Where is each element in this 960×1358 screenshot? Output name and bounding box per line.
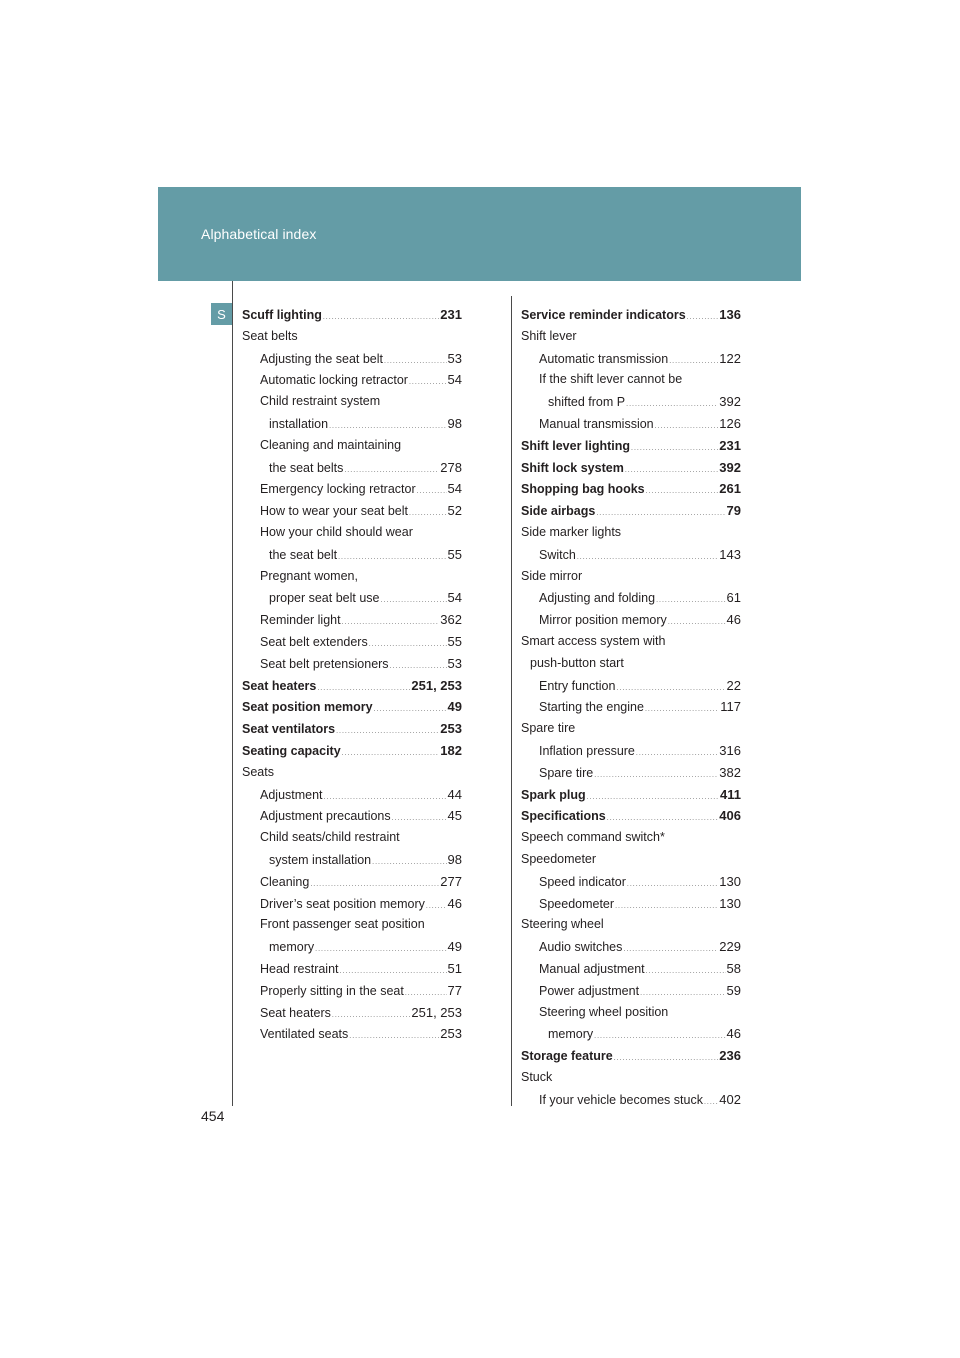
index-entry-page: 51 bbox=[447, 960, 462, 976]
index-entry bbox=[242, 391, 462, 413]
index-entry-label: Seat heaters bbox=[242, 678, 317, 693]
leader-dots bbox=[656, 590, 725, 612]
index-entry-label: Inflation pressure bbox=[539, 743, 635, 758]
leader-dots bbox=[668, 612, 726, 634]
left-margin-rule bbox=[232, 281, 233, 1106]
index-entry-label: Adjusting and folding bbox=[539, 591, 656, 606]
leader-dots bbox=[614, 1048, 719, 1070]
index-entry bbox=[242, 893, 462, 915]
leader-dots bbox=[577, 547, 718, 569]
index-entry bbox=[521, 958, 741, 980]
index-entry bbox=[242, 631, 462, 653]
leader-dots bbox=[369, 634, 447, 656]
index-entry-label: Seat position memory bbox=[242, 700, 373, 715]
index-entry bbox=[521, 500, 741, 522]
index-entry-label: Seat ventilators bbox=[242, 722, 336, 737]
leader-dots bbox=[655, 416, 719, 438]
index-entry-label: memory bbox=[548, 1027, 594, 1042]
leader-dots bbox=[625, 460, 718, 482]
index-entry-page: 143 bbox=[719, 546, 741, 562]
index-entry-label: Front passenger seat position bbox=[260, 917, 425, 932]
leader-dots bbox=[323, 307, 439, 329]
index-entry-label: Shift lever bbox=[521, 328, 577, 343]
index-entry-label: Seat heaters bbox=[260, 1005, 331, 1020]
index-entry-label: If the shift lever cannot be bbox=[539, 372, 683, 387]
index-entry-label: Automatic transmission bbox=[539, 351, 669, 366]
index-entry-label: Mirror position memory bbox=[539, 613, 667, 628]
index-entry bbox=[521, 435, 741, 457]
leader-dots bbox=[623, 939, 718, 961]
index-entry bbox=[242, 435, 462, 457]
index-entry-label: Switch bbox=[539, 547, 576, 562]
index-entry-label: Storage feature bbox=[521, 1049, 613, 1064]
index-entry bbox=[242, 348, 462, 370]
index-entry-page: 54 bbox=[447, 372, 462, 388]
index-entry bbox=[521, 413, 741, 435]
index-entry-label: Side airbags bbox=[521, 504, 596, 519]
index-entry-label: Child seats/child restraint bbox=[260, 830, 400, 845]
index-entry bbox=[521, 304, 741, 326]
index-entry-page: 58 bbox=[726, 960, 741, 976]
index-entry-page: 45 bbox=[447, 808, 462, 824]
index-entry-page: 98 bbox=[447, 415, 462, 431]
index-entry bbox=[521, 871, 741, 893]
index-entry bbox=[521, 631, 741, 653]
leader-dots bbox=[631, 438, 718, 460]
index-entry-label: Shift lock system bbox=[521, 460, 624, 475]
leader-dots bbox=[687, 307, 719, 329]
index-entry-label: Driver’s seat position memory bbox=[260, 896, 425, 911]
leader-dots bbox=[645, 699, 719, 721]
index-entry-page: 130 bbox=[719, 895, 741, 911]
index-entry-label: Ventilated seats bbox=[260, 1027, 349, 1042]
index-entry-label: Seat belts bbox=[242, 328, 298, 343]
index-entry-label: Side marker lights bbox=[521, 524, 622, 539]
index-entry-label: Steering wheel bbox=[521, 917, 604, 932]
index-entry-label: Cleaning and maintaining bbox=[260, 437, 402, 452]
index-entry-label: Side mirror bbox=[521, 568, 583, 583]
index-entry bbox=[242, 478, 462, 500]
index-entry bbox=[521, 522, 741, 544]
index-entry-label: Manual adjustment bbox=[539, 961, 645, 976]
leader-dots bbox=[409, 372, 447, 394]
leader-dots bbox=[315, 939, 446, 961]
index-entry-label: Smart access system with bbox=[521, 633, 666, 648]
header-band bbox=[158, 187, 801, 281]
index-entry-label: system installation bbox=[269, 852, 372, 867]
index-entry-page: 117 bbox=[720, 699, 741, 715]
index-entry-page: 122 bbox=[719, 350, 741, 366]
index-entry-page: 49 bbox=[447, 699, 462, 715]
index-entry-label: Seating capacity bbox=[242, 743, 341, 758]
index-entry-page: 59 bbox=[726, 982, 741, 998]
leader-dots bbox=[626, 394, 718, 416]
index-entry-page: 402 bbox=[719, 1091, 741, 1107]
index-entry-label: Speech command switch* bbox=[521, 830, 665, 845]
leader-dots bbox=[417, 481, 447, 503]
leader-dots bbox=[374, 699, 447, 721]
leader-dots bbox=[392, 808, 447, 830]
index-entry-label: Power adjustment bbox=[539, 983, 640, 998]
leader-dots bbox=[627, 874, 718, 896]
index-entry bbox=[521, 936, 741, 958]
index-entry-label: Speed indicator bbox=[539, 874, 626, 889]
index-entry-page: 316 bbox=[719, 742, 741, 758]
index-entry-page: 46 bbox=[447, 895, 462, 911]
leader-dots bbox=[587, 787, 719, 809]
index-entry bbox=[521, 675, 741, 697]
index-entry-page: 253 bbox=[440, 721, 462, 737]
index-entry-page: 44 bbox=[447, 786, 462, 802]
leader-dots bbox=[372, 852, 446, 874]
leader-dots bbox=[349, 1026, 439, 1048]
leader-dots bbox=[381, 590, 447, 612]
section-letter-tab: S bbox=[211, 303, 232, 325]
index-entry bbox=[242, 1002, 462, 1024]
leader-dots bbox=[340, 961, 447, 983]
index-entry-page: 46 bbox=[726, 1026, 741, 1042]
index-entry-page: 406 bbox=[719, 808, 741, 824]
index-entry bbox=[242, 980, 462, 1002]
index-entry-label: Scuff lighting bbox=[242, 308, 322, 322]
index-entry-page: 236 bbox=[719, 1048, 741, 1064]
leader-dots bbox=[332, 1005, 411, 1027]
leader-dots bbox=[342, 743, 440, 765]
index-entry bbox=[521, 718, 741, 740]
index-entry bbox=[521, 1023, 741, 1045]
index-column-left bbox=[242, 304, 462, 1045]
index-entry-page: 53 bbox=[447, 350, 462, 366]
leader-dots bbox=[317, 678, 410, 700]
index-entry-page: 182 bbox=[440, 742, 462, 758]
index-entry bbox=[521, 1045, 741, 1067]
index-entry bbox=[521, 1002, 741, 1024]
index-entry bbox=[521, 478, 741, 500]
index-entry-label: push-button start bbox=[530, 655, 624, 670]
leader-dots bbox=[636, 743, 718, 765]
leader-dots bbox=[409, 503, 447, 525]
index-entry-label: the seat belt bbox=[269, 547, 338, 562]
index-entry-label: Manual transmission bbox=[539, 416, 654, 431]
index-entry-label: Specifications bbox=[521, 809, 606, 824]
index-entry bbox=[521, 1067, 741, 1089]
index-entry-page: 277 bbox=[440, 873, 462, 889]
index-entry-page: 382 bbox=[719, 764, 741, 780]
leader-dots bbox=[310, 874, 439, 896]
index-entry-page: 55 bbox=[447, 546, 462, 562]
index-entry-label: Speedometer bbox=[521, 851, 597, 866]
index-entry bbox=[521, 326, 741, 348]
index-entry-page: 278 bbox=[440, 459, 462, 475]
index-entry bbox=[242, 805, 462, 827]
index-entry bbox=[521, 348, 741, 370]
leader-dots bbox=[646, 961, 726, 983]
index-entry bbox=[521, 587, 741, 609]
index-entry-page: 411 bbox=[720, 786, 741, 802]
index-entry bbox=[242, 587, 462, 609]
index-entry-label: Shopping bag hooks bbox=[521, 482, 645, 497]
column-divider bbox=[511, 296, 512, 1106]
index-entry bbox=[242, 566, 462, 588]
index-entry bbox=[521, 762, 741, 784]
index-entry bbox=[242, 369, 462, 391]
index-entry-label: memory bbox=[269, 940, 315, 955]
index-entry bbox=[242, 1023, 462, 1045]
index-entry-label: Audio switches bbox=[539, 940, 623, 955]
leader-dots bbox=[384, 351, 447, 373]
index-entry bbox=[521, 653, 741, 675]
leader-dots bbox=[594, 765, 718, 787]
index-entry-label: Starting the engine bbox=[539, 700, 644, 715]
leader-dots bbox=[594, 1026, 725, 1048]
index-entry-label: Properly sitting in the seat bbox=[260, 983, 404, 998]
index-entry-page: 229 bbox=[719, 939, 741, 955]
index-entry-page: 136 bbox=[719, 307, 741, 322]
index-entry-label: How to wear your seat belt bbox=[260, 504, 408, 519]
index-entry-label: Seats bbox=[242, 764, 274, 779]
index-entry-label: Adjusting the seat belt bbox=[260, 351, 383, 366]
index-entry bbox=[242, 413, 462, 435]
index-entry-label: Automatic locking retractor bbox=[260, 373, 408, 388]
index-entry bbox=[242, 304, 462, 326]
index-entry-page: 55 bbox=[447, 633, 462, 649]
index-entry bbox=[242, 609, 462, 631]
index-entry bbox=[242, 675, 462, 697]
index-entry-page: 126 bbox=[719, 415, 741, 431]
index-entry-page: 231 bbox=[719, 437, 741, 453]
leader-dots bbox=[646, 481, 719, 503]
index-entry-page: 253 bbox=[440, 1026, 462, 1042]
index-entry-page: 362 bbox=[440, 612, 462, 628]
leader-dots bbox=[344, 460, 439, 482]
index-entry-page: 251, 253 bbox=[411, 677, 462, 693]
leader-dots bbox=[342, 612, 440, 634]
index-entry bbox=[521, 740, 741, 762]
index-entry bbox=[242, 740, 462, 762]
page-title: Alphabetical index bbox=[201, 226, 317, 242]
index-entry bbox=[521, 696, 741, 718]
index-entry bbox=[521, 893, 741, 915]
index-entry-label: Adjustment precautions bbox=[260, 809, 391, 824]
index-entry-label: Seat belt extenders bbox=[260, 634, 368, 649]
leader-dots bbox=[615, 896, 718, 918]
index-entry bbox=[242, 457, 462, 479]
index-entry bbox=[521, 784, 741, 806]
index-entry-page: 130 bbox=[719, 873, 741, 889]
index-entry bbox=[521, 914, 741, 936]
index-entry bbox=[521, 566, 741, 588]
index-entry-label: proper seat belt use bbox=[269, 591, 380, 606]
index-entry bbox=[521, 544, 741, 566]
index-entry bbox=[242, 500, 462, 522]
index-entry bbox=[242, 827, 462, 849]
index-entry-page: 392 bbox=[719, 394, 741, 410]
index-entry-page: 53 bbox=[447, 655, 462, 671]
index-entry-label: Cleaning bbox=[260, 874, 310, 889]
index-entry bbox=[242, 696, 462, 718]
leader-dots bbox=[324, 787, 447, 809]
index-entry bbox=[521, 609, 741, 631]
index-entry bbox=[521, 980, 741, 1002]
index-entry-label: Adjustment bbox=[260, 787, 323, 802]
index-entry-label: Service reminder indicators bbox=[521, 308, 686, 322]
index-entry bbox=[242, 849, 462, 871]
index-entry bbox=[242, 784, 462, 806]
index-entry-label: Spare tire bbox=[539, 765, 594, 780]
index-entry-label: Spare tire bbox=[521, 721, 576, 736]
index-entry bbox=[242, 326, 462, 348]
index-entry-page: 392 bbox=[719, 459, 741, 475]
index-entry-page: 77 bbox=[447, 982, 462, 998]
page-number: 454 bbox=[201, 1108, 225, 1124]
index-entry-page: 52 bbox=[447, 503, 462, 519]
index-entry-label: Speedometer bbox=[539, 896, 615, 911]
index-entry-page: 54 bbox=[447, 590, 462, 606]
index-entry-label: Reminder light bbox=[260, 613, 341, 628]
index-entry bbox=[242, 936, 462, 958]
leader-dots bbox=[426, 896, 447, 918]
index-entry-label: Emergency locking retractor bbox=[260, 482, 416, 497]
index-entry-page: 61 bbox=[726, 590, 741, 606]
index-entry-label: shifted from P bbox=[548, 395, 626, 410]
index-entry-label: Shift lever lighting bbox=[521, 438, 631, 453]
index-entry bbox=[242, 522, 462, 544]
index-column-right bbox=[521, 304, 741, 1110]
index-entry bbox=[242, 653, 462, 675]
index-entry bbox=[242, 762, 462, 784]
index-entry-label: Seat belt pretensioners bbox=[260, 656, 389, 671]
index-entry bbox=[521, 1089, 741, 1111]
index-entry-page: 79 bbox=[726, 503, 741, 519]
index-entry-page: 261 bbox=[719, 481, 741, 497]
index-entry-page: 251, 253 bbox=[411, 1004, 462, 1020]
index-entry bbox=[242, 871, 462, 893]
index-entry bbox=[521, 827, 741, 849]
index-entry-page: 46 bbox=[726, 612, 741, 628]
index-entry-page: 231 bbox=[440, 307, 462, 322]
index-entry-label: How your child should wear bbox=[260, 524, 413, 539]
index-entry-label: Steering wheel position bbox=[539, 1004, 669, 1019]
index-entry bbox=[242, 544, 462, 566]
index-entry bbox=[521, 849, 741, 871]
index-entry-page: 22 bbox=[726, 677, 741, 693]
index-entry-label: Child restraint system bbox=[260, 394, 381, 409]
leader-dots bbox=[616, 678, 725, 700]
index-entry-label: the seat belts bbox=[269, 460, 344, 475]
index-entry-page: 98 bbox=[447, 851, 462, 867]
index-entry-label: installation bbox=[269, 416, 329, 431]
index-entry bbox=[521, 391, 741, 413]
index-entry-label: Pregnant women, bbox=[260, 568, 358, 583]
index-entry bbox=[521, 805, 741, 827]
index-entry-label: If your vehicle becomes stuck bbox=[539, 1092, 703, 1107]
index-entry-page: 49 bbox=[447, 939, 462, 955]
index-entry-label: Spark plug bbox=[521, 787, 586, 802]
index-entry-page: 54 bbox=[447, 481, 462, 497]
leader-dots bbox=[704, 1092, 718, 1114]
index-entry bbox=[521, 457, 741, 479]
index-entry bbox=[242, 958, 462, 980]
index-entry bbox=[242, 718, 462, 740]
index-entry-label: Stuck bbox=[521, 1069, 553, 1084]
index-entry-label: Entry function bbox=[539, 678, 616, 693]
index-entry bbox=[242, 914, 462, 936]
index-entry-label: Head restraint bbox=[260, 961, 339, 976]
leader-dots bbox=[336, 721, 439, 743]
index-entry bbox=[521, 369, 741, 391]
